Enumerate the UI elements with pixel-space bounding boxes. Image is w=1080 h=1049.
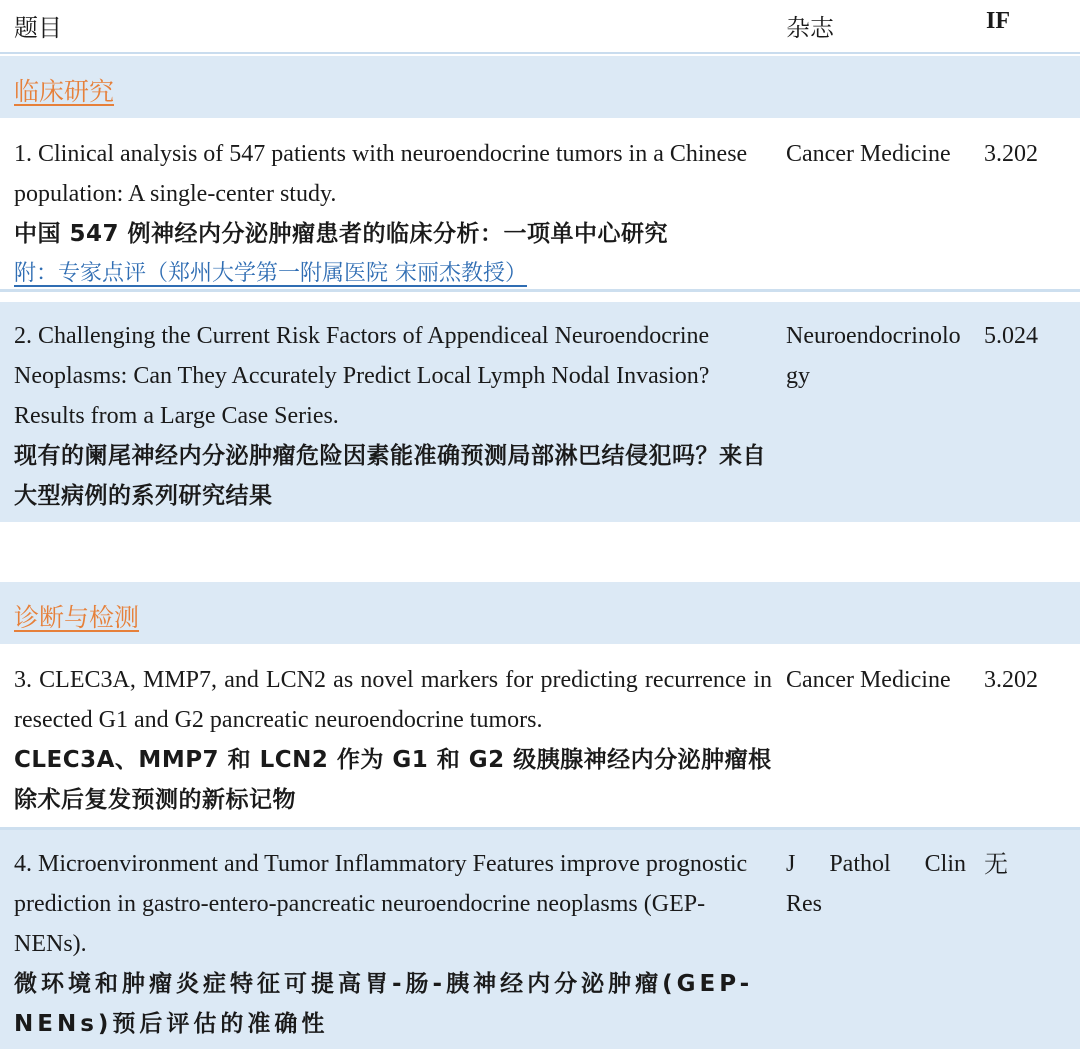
section-clinical-research	[0, 56, 1080, 120]
article-title-zh: 中国 547 例神经内分泌肿瘤患者的临床分析：一项单中心研究	[14, 221, 669, 247]
section-diagnosis-detection	[0, 582, 1080, 646]
article-title-cell	[14, 134, 772, 294]
article-title-zh: CLEC3A、MMP7 和 LCN2 作为 G1 和 G2 级胰腺神经内分泌肿瘤根除术后复发预测的新标记物	[14, 747, 772, 813]
article-title-en: 1. Clinical analysis of 547 patients with neuroendocrine tumors in a Chinese population: A single-center study.	[14, 141, 748, 207]
section-title[interactable]: 诊断与检测	[14, 603, 140, 632]
article-title-en: 3. CLEC3A, MMP7, and LCN2 as novel markers for predicting recurrence in resected G1 and G2 pancreatic neuroendocrine tumors.	[14, 667, 772, 733]
article-title-cell	[14, 844, 772, 1044]
journal-cell: J Pathol Clin Res	[786, 851, 966, 917]
journal-cell: Cancer Medicine	[786, 141, 951, 167]
article-title-cell	[14, 660, 772, 820]
table-row	[0, 120, 1080, 292]
impact-factor-cell: 3.202	[984, 141, 1038, 167]
table-row	[0, 302, 1080, 522]
article-title-zh: 微环境和肿瘤炎症特征可提高胃-肠-胰神经内分泌肿瘤(GEP-NENs)预后评估的准确性	[14, 971, 754, 1037]
article-title-en: 4. Microenvironment and Tumor Inflammatory Features improve prognostic prediction in gastro-entero-pancreatic neuroendocrine neoplasms (GEP-NENs).	[14, 851, 748, 957]
table-row	[0, 646, 1080, 830]
article-title-en: 2. Challenging the Current Risk Factors of Appendiceal Neuroendocrine Neoplasms: Can They Accurately Predict Local Lymph Nodal Invasion? Results from a Large Case Series.	[14, 323, 710, 429]
article-title-zh: 现有的阑尾神经内分泌肿瘤危险因素能准确预测局部淋巴结侵犯吗？来自大型病例的系列研究结果	[14, 443, 766, 509]
impact-factor-cell: 无	[984, 850, 1008, 878]
article-title-cell	[14, 316, 772, 516]
journal-cell: Neuroendocrinology	[786, 323, 961, 389]
table-header	[0, 0, 1080, 54]
header-if: IF	[986, 8, 1010, 34]
table-row	[0, 830, 1080, 1049]
impact-factor-cell: 3.202	[984, 667, 1038, 693]
expert-comment-link[interactable]: 附：专家点评（郑州大学第一附属医院 宋丽杰教授）	[14, 261, 527, 286]
header-title: 题目	[14, 14, 62, 42]
impact-factor-cell: 5.024	[984, 323, 1038, 349]
header-journal: 杂志	[786, 14, 834, 42]
journal-cell: Cancer Medicine	[786, 667, 951, 693]
section-title[interactable]: 临床研究	[14, 77, 115, 106]
